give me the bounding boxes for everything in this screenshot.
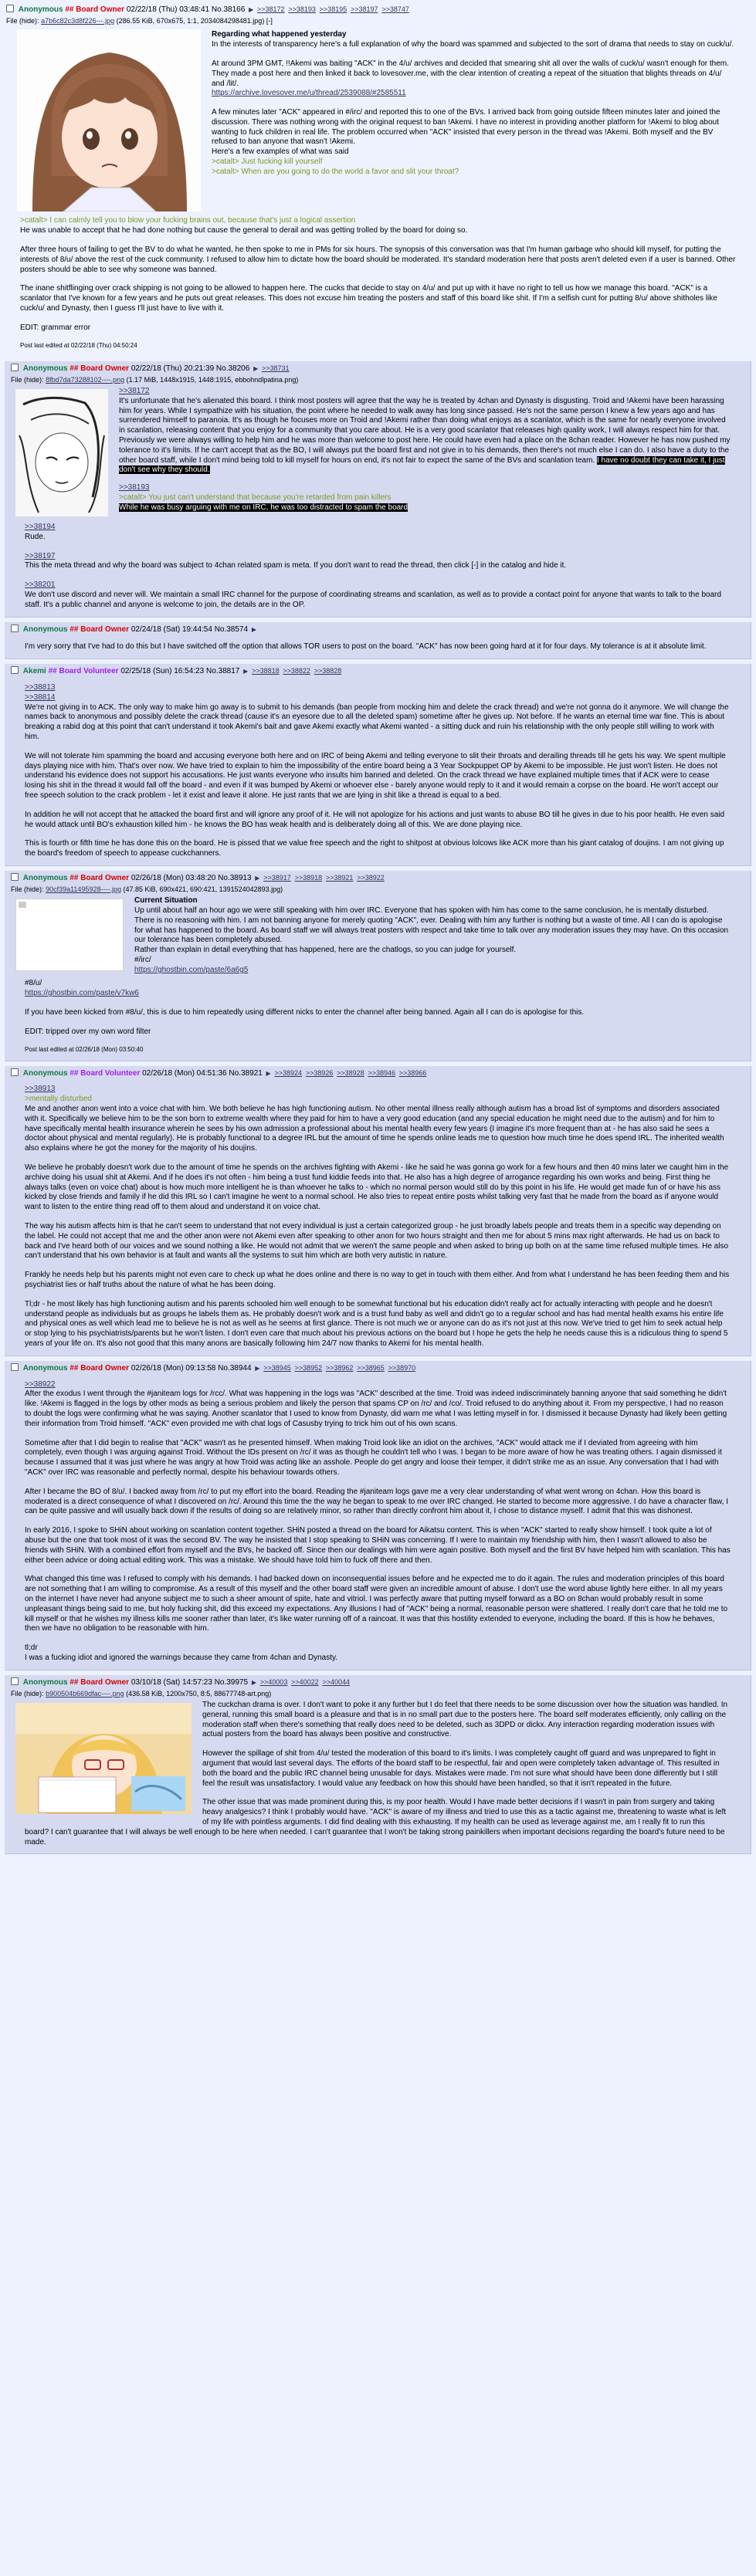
capcode-badge: ## Board Volunteer <box>69 1068 141 1078</box>
post-date: 02/25/18 (Sun) 16:54:23 <box>120 667 205 676</box>
file-link[interactable]: b900504b669dfac----.png <box>46 1689 124 1698</box>
post-title: Regarding what happened yesterday <box>212 30 347 39</box>
post-date: 02/22/18 (Thu) 20:21:39 <box>131 364 215 373</box>
quote-link[interactable]: >>38922 <box>25 1379 56 1389</box>
greentext: >catalt> I can calmly tell you to blow your fucking brains out, because that's just a logical assertion <box>20 216 356 225</box>
reply-post <box>5 622 751 660</box>
post-number[interactable]: No.38206 <box>215 364 250 373</box>
post-paragraph: Tl;dr - he most likely has high functioning autism and his parents schooled him well enough to be somewhat functional but his education didn't really act for actually interacting with people and he doesn't understand people as individuals but as groups he labels them as. He probably doesn't work and is a trust fund baby as well and didn't go to a regular school and has had mental health exams his entire life and physical ones as well which lead me to believe he is not as well as he seems at first glance. There is not much we or anyone can do as it's not just at this now. We've tried to get him to seek actual help or stop lying to his psychiatrists/parents but he won't listen. I don't even care that much about his previous actions on the board but I hope he gets the help he needs cause this is a ridiculous thing to spend 5 years of your life on. It's also not good that this many anons are basically following him 24/7 now thanks to Akemi for his mental health. <box>25 1299 728 1349</box>
file-label: File <box>11 1689 22 1698</box>
reply-post <box>5 664 751 866</box>
hide-file-link[interactable]: (hide) <box>19 16 38 25</box>
reply-post <box>5 1675 751 1855</box>
post-checkbox[interactable] <box>11 1363 19 1371</box>
file-meta: (1.17 MiB, 1448x1915, 1448:1915, ebbohndlpatina.png) <box>126 375 299 384</box>
capcode-badge: ## Board Owner <box>65 5 125 14</box>
chatlog-image <box>15 899 124 971</box>
file-meta: (286.55 KiB, 670x675, 1:1, 2034084298481.jpg) <box>116 16 265 25</box>
post-header <box>11 873 744 884</box>
post-body <box>25 683 731 859</box>
backlink[interactable]: >>38928 <box>337 1068 364 1077</box>
post-date: 02/26/18 (Mon) 03:48:20 <box>131 873 216 882</box>
file-meta: (47.85 KiB, 690x421, 690:421, 1391524042893.jpg) <box>123 885 283 893</box>
post-body-continued <box>25 979 731 1054</box>
anime-reading-image <box>15 1703 192 1814</box>
backlink[interactable]: >>38924 <box>274 1068 303 1077</box>
post-number[interactable]: No.39975 <box>214 1677 249 1687</box>
external-link[interactable]: https://ghostbin.com/paste/6a6g5 <box>134 965 249 974</box>
backlink[interactable]: >>38172 <box>257 5 285 13</box>
post-paragraph: EDIT: grammar error <box>20 323 91 332</box>
post-menu-icon[interactable]: ▶ <box>255 1364 260 1372</box>
reply-post <box>5 871 751 1061</box>
post-date: 03/10/18 (Sat) 14:57:23 <box>131 1677 212 1687</box>
post-paragraph: We believe he probably doesn't work due to the amount of time he spends on the archives fighting with Akemi - like he said he was gonna go work for a few hours and then 40 mins later we caught him in the archive doing his usual shit at Akemi. And if he does it's not often - him being a trust fund kiddie feeds into that. He also has a high degree of arrogance regarding his own works and being. First thing he always talks (even on voice chat) about is how much more intelligent he is than whoever he talks to - which no normal person would still do by this point in his life. He would get made fun of or have his ass kicked by close friends and family if he did this IRL so I can't imagine he went to a normal school. He also tries to repeat entire posts whilst talking very fast that he made from the board as if anyone would want to listen to the entire thing read off to them aloud and understand it on voice chat. <box>25 1163 729 1212</box>
post-thumbnail[interactable] <box>15 899 124 971</box>
quote-link[interactable]: >>38913 <box>25 1085 56 1094</box>
post-paragraph: In early 2016, I spoke to SHiN about working on scanlation content together. SHiN posted a thread on the board for Aikatsu content. This is when "ACK" started to really show himself. I took quite a lot of abuse but the one that took most of it was the second BV. The way he insisted that I stop speaking to SHiN was concerning. If I were to maintain my friendship with him, then I wasn't allowed to also be friends with SHiN. With a combined effort from myself and the BVs, he backed off. Since then our dealings with him were again positive. Both myself and the first BV have helped him with scanlation. This has either been advice or doing actual editing work. This was a mistake. We should have told him to fuck off there and then. <box>25 1526 731 1565</box>
manga-sketch-image <box>15 389 108 516</box>
poster-name: Anonymous <box>22 625 68 634</box>
backlink[interactable]: >>40003 <box>259 1677 288 1686</box>
file-link[interactable]: 8fbd7da73288102----.png <box>46 375 125 384</box>
anime-girl-image <box>17 29 201 212</box>
post-paragraph: At around 3PM GMT, !!Akemi was baiting "ACK" in the 4/u/ archives and decided that smearing shit all over the walls of cuck/u/ wasn't enough for them. They made a post here and then linked it back to lovesover.me, with the clear intention of creating a repeat of the situation that blights threads on 4/u/ and /lit/. <box>212 59 729 88</box>
post-title: Current Situation <box>134 896 198 905</box>
post-number[interactable]: No.38921 <box>229 1068 263 1078</box>
post-paragraph: We will not tolerate him spamming the board and accusing everyone both here and on IRC of being Akemi and telling everyone to slit their throats and derailing threads till he gets his way. We spent multiple days playing nice with him. That's over now. We have tried to explain to him the impossibility of the entire board being a 3 Year Sockpuppet OP by Akemi to be impossible. He just won't listen. He does not understand his evidence does not support his accusations. He just wants everyone who insults him banned and deleted. On the crack thread we have explained multiple times that if ACK were to cease losing his shit in the thread it would fall off the board - and even if it was bumped by Akemi or whoever else - barely anyone would reply to it and it would remain a corpse on the board. He won't accept our free speech solution to the crack problem - let it exist and leave it alone. He just rants that we are lying in shit like a thread is equal to a bed. <box>25 751 726 800</box>
reply-post <box>5 1361 751 1671</box>
backlink[interactable]: >>38822 <box>283 667 310 675</box>
backlink[interactable]: >>40044 <box>322 1677 350 1686</box>
poster-name: Anonymous <box>22 1068 68 1078</box>
post-paragraph: The other issue that was made prominent during this, is my poor health. Would I have made better decisions if I wasn't in pain from surgery and taking heavy analgesics? I think I probably would have. "ACK" is aware of my illness and tried to use this as a tactic against me, threatening to waste what is left of my life with pointless arguments. I did find dealing with this exhausting. If my health can be used as leverage against me, am I really fit to run this board? I can't guarantee that I will always be well enough to be here when needed. I can't guarantee that I won't be taking strong painkillers when important decisions regarding the board's future need to be made. <box>25 1798 727 1847</box>
quote-link[interactable]: >>38813 <box>25 683 56 692</box>
spoiler-text[interactable]: I have no doubt they can take it, I just don't see why they should. <box>119 455 725 475</box>
backlink[interactable]: >>38731 <box>262 364 290 372</box>
post-number[interactable]: No.38574 <box>214 625 249 634</box>
post-paragraph: We don't use discord and never will. We maintain a small IRC channel for the purpose of coordinating streams and scanlation, as well as to provide a contact point for anyone that wants to talk to the board staff. It's a public channel and anyone is welcome to join, the details are in the OP. <box>25 591 722 609</box>
post-paragraph: This the meta thread and why the board was subject to 4chan related spam is meta. If you don't want to read the thread, then click [-] in the catalog and hide it. <box>25 561 567 570</box>
post-paragraph: I was a fucking idiot and ignored the warnings because they came from 4chan and Dynasty. <box>25 1653 338 1662</box>
op-post <box>5 3 751 357</box>
post-paragraph: #8/u/ <box>25 979 42 988</box>
reply-post <box>5 361 751 618</box>
backlink[interactable]: >>38195 <box>319 5 347 13</box>
file-extra: [-] <box>266 16 273 25</box>
backlink[interactable]: >>38962 <box>325 1363 354 1372</box>
post-menu-icon[interactable]: ▶ <box>255 874 260 882</box>
post-paragraph: A few minutes later "ACK" appeared in #/irc/ and reported this to one of the BVs. I arrived back from going outside fifteen minutes later and joined the discussion. There was nothing wrong with the original request to ban !Akemi. I have no interest in providing another platform for !Akemi to blog about wanting to fuck children in real life. The problem occurred when "ACK" insisted that every person in the thread was !Akemi. Both myself and the BV refused to ban anyone that wasn't !Akemi. <box>212 108 720 147</box>
post-paragraph: What changed this time was I refused to comply with his demands. I had backed down on inconsequential issues before and he expected me to do it again. The rules and moderation principles of this board are not something that I am willing to compromise. As a result of this myself and the other board staff were given an incredible amount of abuse. I don't use the word abuse lightly here either. In all my years on the internet I have never had anyone subject me to such a sheer amount of spite, hate and vitriol. I was perfectly aware that putting myself forward as a BO on 8chan would probably result in some unpleasant things being said to me, but holy fucking shit, did this exceed my expectations. Any illusions I had of "ACK" being a normal, reasonable person were shattered. I really don't care that he told me to kill myself or that he wishes my illness kills me sooner rather than later, it's like water running off of a raincoat. It was that this hostility extended to everyone, including the board. If this is how he behaves, then we have no obligation to be reasonable with him. <box>25 1575 728 1633</box>
post-paragraph: He was unable to accept that he had done nothing but cause the general to derail and was getting trolled by the board for doing so. <box>20 226 468 235</box>
file-label: File <box>11 885 22 893</box>
greentext: >mentally disturbed <box>25 1095 92 1104</box>
backlink[interactable]: >>38197 <box>351 5 378 13</box>
post-menu-icon[interactable]: ▶ <box>243 668 249 675</box>
post-checkbox[interactable] <box>6 5 14 12</box>
backlink[interactable]: >>38921 <box>325 873 354 882</box>
spoiler-text[interactable]: While he was busy arguing with me on IRC, he was too distracted to spam the board <box>119 503 409 512</box>
post-paragraph: tl;dr <box>25 1643 38 1653</box>
edit-note: Post last edited at 02/22/18 (Thu) 04:50:24 <box>20 342 137 350</box>
post-paragraph: #/irc/ <box>134 956 151 965</box>
post-header <box>11 625 744 635</box>
post-paragraph: Sometime after that I did begin to realise that "ACK" wasn't as he presented himself. When making Troid look like an idiot on the archives, "ACK" would attack me if I deviated from agreeing with him completely, even though I was arguing against Troid. Without the IDs present on /rc/ it was as though he couldn't tell who I was. I began to be more aware of how he was treating others. I again dismissed it because I assumed that it was just where he was angry at how Troid was acting like an asshole. People do get angry and loose their temper, it didn't strike me as an issue. Any conversation that I had with "ACK" over IRC was reasonable and perfectly normal, despite his behaviour towards others. <box>25 1438 722 1477</box>
file-meta: (436.58 KiB, 1200x750, 8:5, 88677748-art.png) <box>126 1689 272 1698</box>
post-number[interactable]: No.38166 <box>211 5 246 14</box>
post-paragraph: The inane shitflinging over crack shipping is not going to be allowed to happen here. The cucks that decide to stay on 4/u/ and put up with it have no right to tell us how we manage this board. "ACK" is a scanlator that I've known for a few years and he puts out great releases. This does not excuse him treating the posters and staff of this board like shit. If I'm a selfish cunt for putting 8/u/ above shitholes like cuck/u/ and Dynasty, then I guess I'll just have to live with it. <box>20 284 717 313</box>
file-link[interactable]: 90cf39a11495928----.jpg <box>46 885 121 893</box>
backlink[interactable]: >>38965 <box>357 1363 385 1372</box>
greentext: >catalt> Just fucking kill yourself <box>212 157 323 167</box>
post-header <box>11 1677 744 1688</box>
capcode-badge: ## Board Owner <box>69 364 130 373</box>
file-info: File (hide): a7b6c82c3d8f226---.jpg (286.55 KiB, 670x675, 1:1, 2034084298481.jpg) [-] <box>6 16 273 25</box>
capcode-badge: ## Board Owner <box>69 625 130 634</box>
post-checkbox[interactable] <box>11 625 19 632</box>
post-menu-icon[interactable]: ▶ <box>251 625 256 633</box>
post-number[interactable]: No.38817 <box>205 667 240 676</box>
backlink[interactable]: >>38946 <box>368 1068 396 1077</box>
post-paragraph: Frankly he needs help but his parents might not even care to check up what he does online and there is no way to get in touch with them either. And from what I understand he has been feeding them and his psychiatrist lies or half truths about the nature of what he has been doing. <box>25 1271 730 1290</box>
post-body <box>25 1380 731 1664</box>
post-thumbnail[interactable] <box>15 1703 192 1814</box>
post-paragraph: If you have been kicked from #8/u/, this is due to him repeatedly using different nicks to enter the channel after being banned. Again all I can do is apologise for this. <box>25 1007 585 1017</box>
post-header <box>11 1363 744 1374</box>
quote-link[interactable]: >>38201 <box>25 581 56 590</box>
post-body <box>25 387 731 513</box>
hide-file-link[interactable]: (hide) <box>24 375 42 384</box>
post-menu-icon[interactable]: ▶ <box>249 6 254 13</box>
post-paragraph: We're not giving in to ACK. The only way to make him go away is to submit to his demands (ban people from mocking him and delete the crack thread) and we're not gonna do it anymore. We will change the names back to anonymous and possibly delete the crack thread (cause it's an eyesore due to all the deleted spam) sometime after he gives up. Not before. If he wants an eternal time war fine. This is about breaking a rabid dog at this point that can't understand it took Akemi's bait and gave Akemi exactly what Akemi wanted - a sitting duck and ruin his relationship with the only people still willing to work with him. <box>25 702 729 741</box>
post-paragraph: Rather than explain in detail everything that has happened, here are the chatlogs, so you can judge for yourself. <box>134 946 517 955</box>
reply-post <box>5 1066 751 1356</box>
quote-link[interactable]: >>38197 <box>25 551 56 560</box>
post-menu-icon[interactable]: ▶ <box>253 364 259 372</box>
backlink[interactable]: >>38193 <box>288 5 316 13</box>
post-header <box>11 364 744 374</box>
backlink[interactable]: >>38966 <box>398 1068 427 1077</box>
poster-name: Anonymous <box>22 873 68 882</box>
edit-note: Post last edited at 02/26/18 (Mon) 03:50:40 <box>25 1046 144 1054</box>
backlink[interactable]: >>38918 <box>294 873 323 882</box>
post-number[interactable]: No.38913 <box>218 873 252 882</box>
post-paragraph: EDIT: tripped over my own word filter <box>25 1027 151 1036</box>
backlink[interactable]: >>38952 <box>294 1363 323 1372</box>
greentext: >catalt> You just can't understand that because you're retarded from pain killers <box>119 493 392 502</box>
backlink[interactable]: >>38926 <box>305 1068 334 1077</box>
op-thumbnail[interactable] <box>17 29 201 212</box>
quote-link[interactable]: >>38172 <box>119 387 150 396</box>
post-body <box>25 642 731 652</box>
external-link[interactable]: https://ghostbin.com/paste/v7kw6 <box>25 989 139 998</box>
post-text: It's unfortunate that he's alienated this board. I think most posters will agree that the way he is treated by 4chan and Dynasty is disgusting. Troid and !Akemi have been harassing him for years. While I sympathize with his situation, the point where he needed to walk away has long since passed. He's not the same person I knew a few years ago and has surrendered himself to paranoia. It's as though he focuses more on Troid and !Akemi rather than doing what enjoys as a scanlator, which is the same for nearly everyone involved in scanlation, releasing content that you enjoy for a community that you care about. He is a very good scanlator that releases high quality work, I will always respect him for that. Previously we were always willing to help him and he was more than welcome to post here. He could have even had a place on the 8chan reader. However he has now pushed my tolerance to it's limits. If he can't accept that as the BO, I will always put the board first and not give in to his demands, then there's not much else I can do. I also have a duty to the other board staff, while I don't mind being told to kill myself for hours on end, it's not fair to expect the same of the BVs and scanlation team. <box>119 396 731 465</box>
post-paragraph: The cuckchan drama is over. I don't want to poke it any further but I do feel that there needs to be some discussion over how the situation was handled. In general, running this small board is a pleasure and that is in no small part due to the posters here. The board self moderates efficiently, only calling on the moderation staff when there's something that really does need to be deleted, such as 3DPD or dickx. Any interaction regarding moderation issues with actual posters from the board has always been positive and constructive. <box>202 1701 728 1739</box>
capcode-badge: ## Board Owner <box>69 873 130 882</box>
backlink[interactable]: >>38945 <box>263 1363 291 1372</box>
file-link[interactable]: a7b6c82c3d8f226---.jpg <box>41 16 115 25</box>
post-menu-icon[interactable]: ▶ <box>266 1069 271 1077</box>
poster-name: Anonymous <box>22 364 68 373</box>
post-checkbox[interactable] <box>11 873 19 881</box>
backlink[interactable]: >>38917 <box>263 873 291 882</box>
capcode-badge: ## Board Owner <box>69 1363 130 1373</box>
capcode-badge: ## Board Volunteer <box>48 667 119 676</box>
backlink[interactable]: >>40022 <box>291 1677 319 1686</box>
quote-link[interactable]: >>38194 <box>25 523 56 532</box>
post-paragraph: However the spillage of shit from 4/u/ tested the moderation of this board to it's limits. I was completely caught off guard and was unprepared to fight in argument that would last several days. The efforts of the board staff to be respectful, fair and open were completely taken advantage of. This resulted in both the board and the public IRC channel being unusable for days. Mistakes were made. I'm not sure what should have been done differently but I still feel the result was unsatisfactory. I would value any feedback on how this should have been handled, so that it isn't repeated in the future. <box>202 1749 720 1788</box>
post-header <box>6 5 750 15</box>
post-paragraph: In the interests of transparency here's a full explanation of why the board was spammed and subjected to the sort of drama that needs to stay on cuck/u/. <box>212 40 734 49</box>
backlink[interactable]: >>38818 <box>252 667 280 675</box>
post-date: 02/26/18 (Mon) 09:13:58 <box>131 1363 216 1373</box>
post-paragraph: The way his autism affects him is that he can't seem to understand that not every individual is just a certain categorized group - he just broadly labels people and treats them in a specific way depending on the label. He could not accept that me and the other anon were not Akemi even after speaking to other anon for two hours straight and then me for about 5 mins max right afterwards. He had us on back to back and I've heard both of our voices and we sound nothing a like. He would not admit that we weren't the same people and when asked to bring up both on at the same time refused multiple times. He also can't understand that his own behavior is at fault and wants all the systems to suit him which are both very autistic in nature. <box>25 1222 729 1261</box>
backlink[interactable]: >>38747 <box>381 5 409 13</box>
poster-name: Anonymous <box>22 1677 68 1687</box>
external-link[interactable]: https://archive.lovesover.me/u/thread/2539088/#2585511 <box>212 89 406 98</box>
post-header <box>11 1068 744 1079</box>
quote-link[interactable]: >>38814 <box>25 692 56 702</box>
post-paragraph: After the exodus I went through the #janiteam logs for /rcc/. What was happening in the logs was "ACK" described at the time. Troid was indeed indiscriminately banning anyone that said something he didn't like. !Akemi is flagged in the logs by other mods as being a serious problem and likely the person that spams CP on /rc/ and /co/. Troid refused to do anything about it. From my perspective, I had no reason to doubt the logs were confirming what he was saying. Another scanlator that I used to know from Dynasty, did warn me what I was letting myself in for. I dismissed it because Dynasty had likely been getting their information from Troid himself. "ACK" even provided me with chat logs of Casusby trying to trick him out of his own scans. <box>25 1390 727 1428</box>
post-paragraph: Rude. <box>25 532 46 541</box>
hide-file-link[interactable]: (hide) <box>24 885 42 893</box>
file-info: File (hide): b900504b669dfac----.png (436.58 KiB, 1200x750, 8:5, 88677748-art.png) <box>11 1689 272 1698</box>
file-label: File <box>11 375 22 384</box>
poster-name: Anonymous <box>18 5 63 14</box>
post-number[interactable]: No.38944 <box>218 1363 252 1373</box>
post-thumbnail[interactable] <box>15 389 108 516</box>
post-date: 02/22/18 (Thu) 03:48:41 <box>126 5 210 14</box>
post-body <box>25 896 731 975</box>
post-menu-icon[interactable]: ▶ <box>251 1678 256 1686</box>
post-header <box>11 666 744 677</box>
post-checkbox[interactable] <box>11 364 19 371</box>
post-body <box>25 1085 731 1349</box>
backlink[interactable]: >>38828 <box>314 667 342 675</box>
quote-link[interactable]: >>38193 <box>119 483 150 493</box>
hide-file-link[interactable]: (hide) <box>24 1689 42 1698</box>
post-paragraph: Me and another anon went into a voice chat with him. We both believe he has high functioning autism. No other mental illness really although autism has a broad list of symptoms and disorders associated with it. Specifically we believe him to be the son born to extreme wealth where they paid for him to have a very good education (and any special education he might need due to the autism) and for him to have specifically mental health insurance wherein he sees by his own admission a professional about his mental health every few years (I imagine it's more frequent than at - he has also said he sees a doctor about physical and mental regularly). He is probably functional to a degree IRL but the amount of time he spends online leads me to question how much time he does spend IRL. The inherited wealth also explains where he got the money for the majority of his doujins. <box>25 1105 724 1153</box>
post-paragraph: After I became the BO of 8/u/. I backed away from /rc/ to put my effort into the board. Reading the #janiteam logs gave me a very clear understanding of what went wrong on 4chan. How this board is moderated is a direct consequence of what I discovered on /rc/. Around this time the the way he began to speak to me over IRC changed. He started to become more aggressive. I do have a character flaw, I can be quite passive and will usually back down if the results of doing so are relatively minor, so rather than directly confront him about it, I chose to distance myself. I admit that this was dishonest. <box>25 1487 729 1516</box>
post-checkbox[interactable] <box>11 666 19 674</box>
post-paragraph: Here's a few examples of what was said <box>212 147 349 157</box>
poster-name: Akemi <box>22 667 46 676</box>
post-paragraph: After three hours of failing to get the BV to do what he wanted, he then spoke to me in PMs for six hours. The synopsis of this conversation was that I'm human garbage who should kill myself, for putting the interests of 8/u/ above the rest of the cuck community. I refused to allow him to dictate how the board should be moderated. It's standard moderation here that posts aren't deleted even if a user is banned. Other posters should be able to see why someone was banned. <box>20 245 736 274</box>
file-info: File (hide): 90cf39a11495928----.jpg (47.85 KiB, 690x421, 690:421, 1391524042893.jpg) <box>11 885 283 893</box>
post-date: 02/26/18 (Mon) 04:51:36 <box>142 1068 227 1078</box>
backlink[interactable]: >>38970 <box>388 1363 416 1372</box>
post-paragraph: Up until about half an hour ago we were still speaking with him over IRC. Everyone that has spoken with him has come to the same conclusion, he is mentally disturbed. There is no reasoning with him. I am not banning anyone for merely quoting "ACK", ever. Dealing with him any further is nothing but a waste of time. All I can do is apologise for what has happened to the board. As board staff we will always treat posters with respect and take time to talk over any moderation issues they may have. On this occasion our tolerance has been completely abused. <box>134 906 729 945</box>
backlink[interactable]: >>38922 <box>357 873 385 882</box>
poster-name: Anonymous <box>22 1363 68 1373</box>
post-paragraph: This is fourth or fifth time he has done this on the board. He is pissed that we value free speech and the right to shitpost at obvious lolcows like ACK more than his giant catalog of doujins. I am not giving up the board's freedom of speech to appease cuckchanners. <box>25 839 724 858</box>
file-info: File (hide): 8fbd7da73288102----.png (1.17 MiB, 1448x1915, 1448:1915, ebbohndlpatina.png) <box>11 375 299 384</box>
post-paragraph: I'm very sorry that I've had to do this but I have switched off the option that allows TOR users to post on the board. "ACK" has now been going hard at it for four days. My tolerance is at it absolute limit. <box>25 642 707 652</box>
post-paragraph: In addition he will not accept that he attacked the board first and will ignore any proof of it. He will not apologize for his actions and just wants to abuse BO till he gives in due to his poor health. He even said he would attack until BO's exhaustion killed him - he knows the BO has weak health and is deliberately doing all of this. We are done playing nice. <box>25 810 725 829</box>
post-body-continued <box>25 523 731 611</box>
greentext: >catalt> When are you going to do the world a favor and slit your throat? <box>212 167 459 176</box>
file-label: File <box>6 16 18 25</box>
post-checkbox[interactable] <box>11 1068 19 1076</box>
post-checkbox[interactable] <box>11 1677 19 1685</box>
post-date: 02/24/18 (Sat) 19:44:54 <box>131 625 212 634</box>
post-paragraph <box>25 397 731 476</box>
capcode-badge: ## Board Owner <box>69 1677 130 1687</box>
